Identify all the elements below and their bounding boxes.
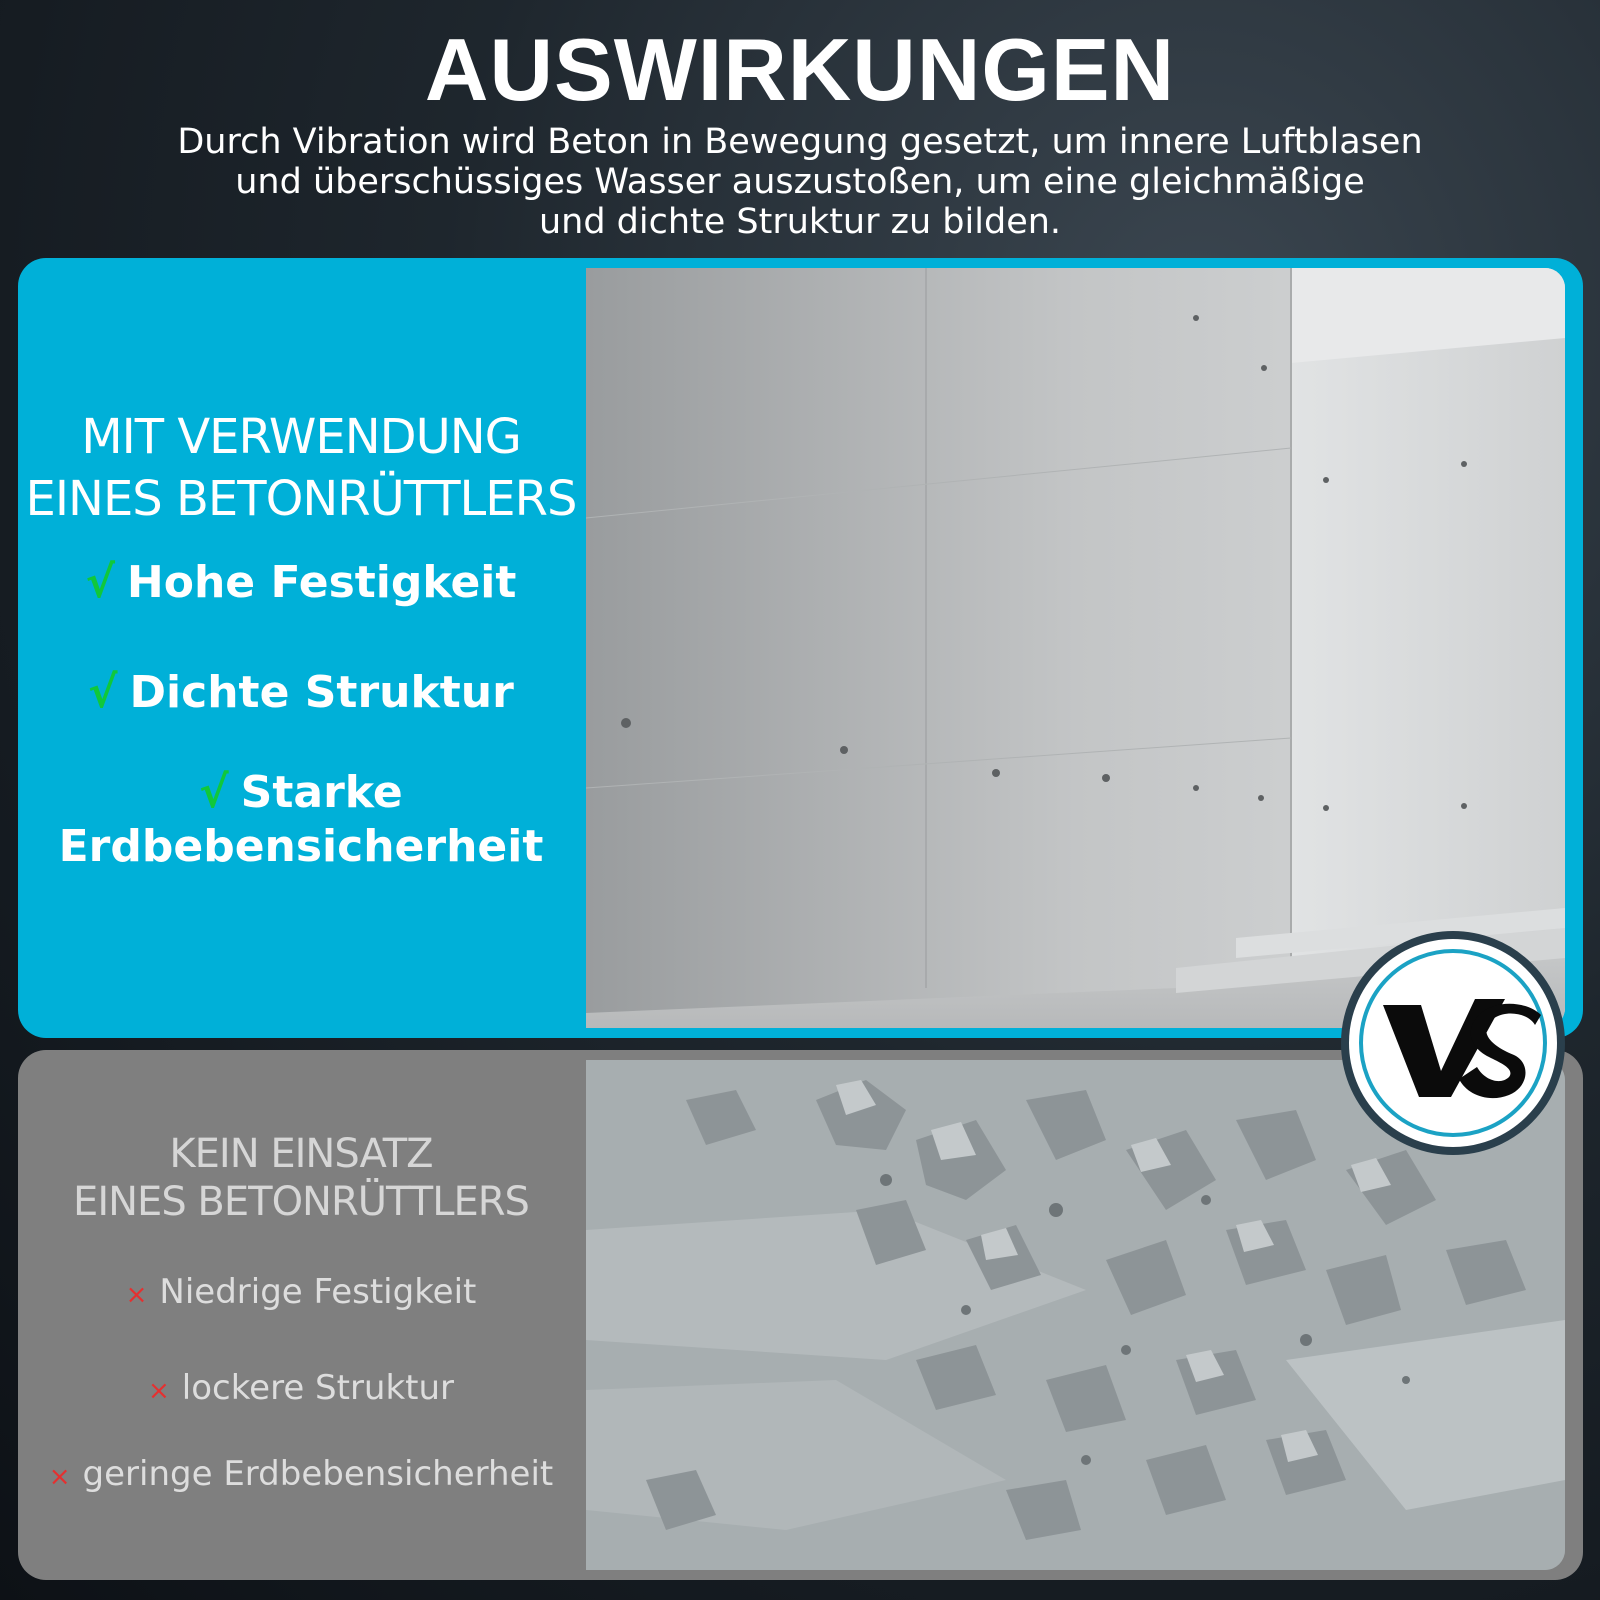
with-vibrator-heading <box>18 406 584 530</box>
check-icon: √ <box>88 667 118 718</box>
feature-label: Niedrige Festigkeit <box>159 1272 477 1312</box>
feature-dense-structure <box>18 666 584 720</box>
cross-icon: × <box>48 1462 71 1492</box>
heading-line: MIT VERWENDUNG <box>81 409 521 465</box>
feature-label: Hohe Festigkeit <box>126 557 517 608</box>
cross-icon: × <box>147 1376 170 1406</box>
subtitle-line: und dichte Struktur zu bilden. <box>538 202 1062 242</box>
page-title: AUSWIRKUNGEN <box>424 20 1176 119</box>
heading-line: EINES BETONRÜTTLERS <box>73 1179 529 1225</box>
feature-label: Starke <box>240 767 403 818</box>
feature-label: Dichte Struktur <box>129 667 514 718</box>
feature-earthquake-resistance <box>18 766 584 820</box>
cross-icon: × <box>125 1280 148 1310</box>
subtitle-line: Durch Vibration wird Beton in Bewegung gesetzt, um innere Luftblasen <box>177 122 1423 162</box>
check-icon: √ <box>199 767 229 818</box>
feature-label: geringe Erdbebensicherheit <box>82 1454 554 1494</box>
feature-loose-structure <box>18 1368 584 1411</box>
heading-line: EINES BETONRÜTTLERS <box>25 471 577 527</box>
without-vibrator-text <box>18 1050 584 1580</box>
feature-low-strength <box>18 1272 584 1315</box>
vs-letters <box>1349 939 1557 1147</box>
check-icon: √ <box>85 557 115 608</box>
with-vibrator-text <box>18 258 584 1038</box>
header <box>0 20 1600 242</box>
feature-earthquake-resistance-cont <box>18 820 584 874</box>
vs-badge-icon <box>1341 931 1565 1155</box>
subtitle-line: und überschüssiges Wasser auszustoßen, um eine gleichmäßige <box>235 162 1365 202</box>
feature-low-earthquake-resistance <box>18 1454 584 1497</box>
feature-label: lockere Struktur <box>181 1368 455 1408</box>
without-vibrator-heading <box>18 1130 584 1226</box>
with-vibrator-panel <box>18 258 1583 1038</box>
smooth-concrete-image <box>586 268 1565 1028</box>
page-subtitle <box>100 122 1500 242</box>
feature-label: Erdbebensicherheit <box>58 821 544 872</box>
feature-high-strength <box>18 556 584 610</box>
smooth-concrete-illustration <box>586 268 1565 1028</box>
heading-line: KEIN EINSATZ <box>169 1131 433 1177</box>
